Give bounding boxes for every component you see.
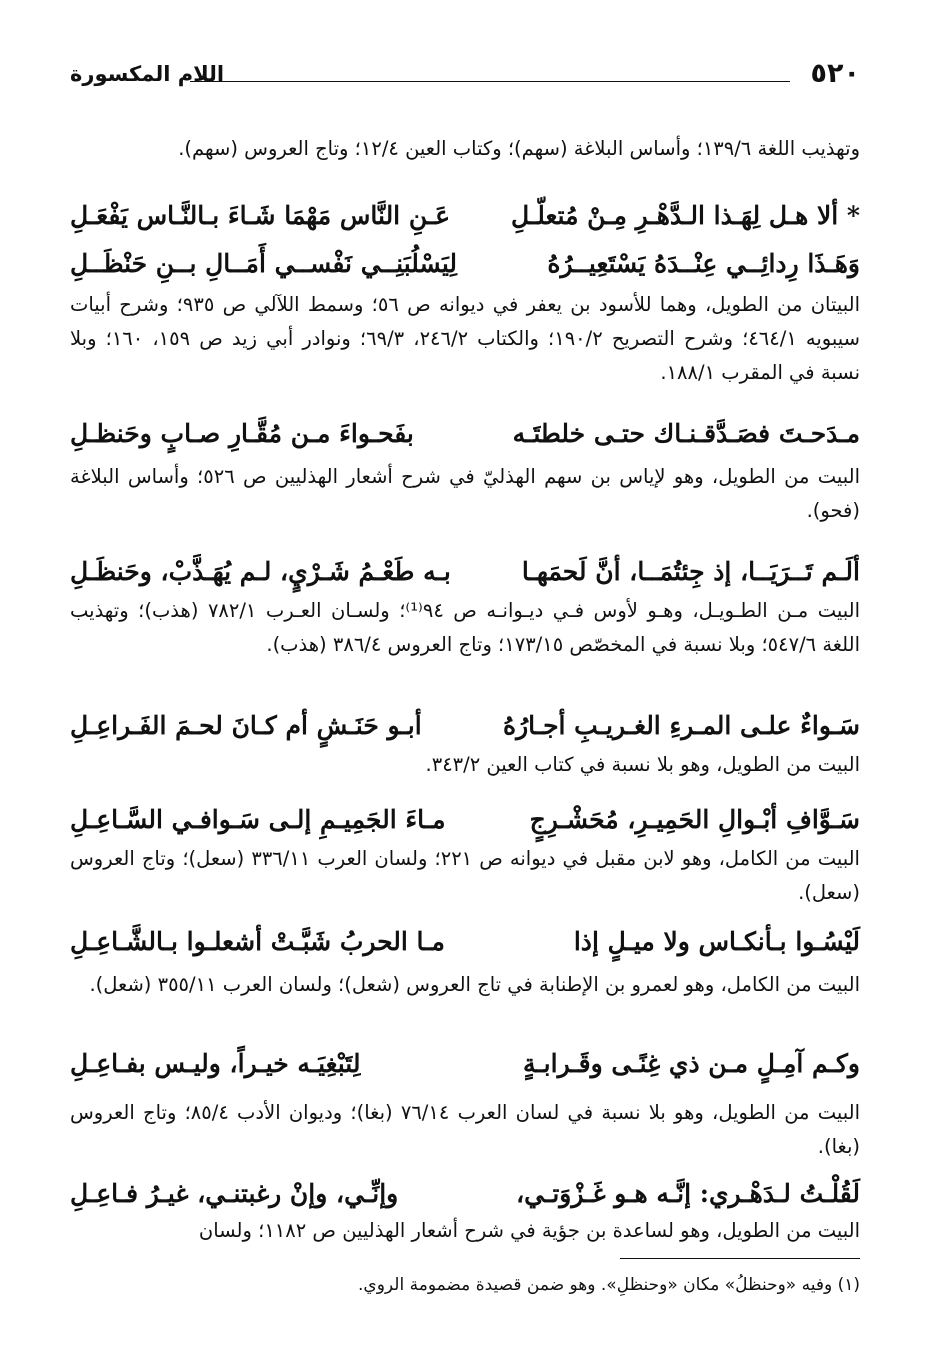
footnote: (١) وفيه «وحنظلُ» مكان «وحنظلِ». وهو ضمن قصيدة مضمومة الروي. (358, 1275, 860, 1295)
verse-second-hemistich: وإنِّـي، وإنْ رغبتنـي، غيـرُ فـاعِـلِ (70, 1179, 399, 1208)
verse-second-hemistich: بفَحـواءَ مـن مُقَّـارِ صـابٍ وحَنظـلِ (70, 419, 414, 448)
verse-line (70, 800, 860, 840)
verse-line (70, 922, 860, 962)
verse-second-hemistich: لِيَسْلُبَنِــي نَفْســي أَمَــالِ بــنِ حَنْظَــلِ (70, 249, 458, 278)
verse-line (70, 244, 860, 284)
verse-second-hemistich: مـا الحربُ شَبَّـتْ أشعلـوا بـالشَّـاعِـلِ (70, 927, 445, 956)
verse-line (70, 414, 860, 454)
commentary-paragraph: البيت من الطويل، وهو لإياس بن سهم الهذليّ في شرح أشعار الهذليين ص ٥٢٦؛ وأساس البلاغة (فحو). (70, 465, 861, 522)
verse-line (70, 552, 860, 592)
commentary-paragraph: وتهذيب اللغة ١٣٩/٦؛ وأساس البلاغة (سهم)؛ وكتاب العين ١٢/٤؛ وتاج العروس (سهم). (178, 137, 860, 160)
verse-first-hemistich: وَهَـذَا رِدائِــي عِنْــدَهُ يَسْتَعِيــرُهُ (547, 249, 860, 278)
page-number: ٥٢٠ (810, 58, 860, 89)
verse-line (70, 1174, 860, 1214)
commentary-paragraph: البيت من الكامل، وهو لابن مقبل في ديوانه ص ٢٢١؛ ولسان العرب ٣٣٦/١١ (سعل)؛ وتاج العروس (سعل). (70, 847, 860, 904)
verse-second-hemistich: لِتَبْغِيَـه خيـراً، وليـس بفـاعِـلِ (70, 1049, 361, 1078)
verse-second-hemistich: أبـو حَنَـشٍ أم كـانَ لحـمَ الفَـراعِـلِ (70, 711, 422, 740)
page-header (70, 58, 860, 98)
book-page (70, 0, 860, 1358)
commentary-paragraph: البيت من الطويل، وهو لساعدة بن جؤية في شرح أشعار الهذليين ص ١١٨٢؛ ولسان (198, 1219, 860, 1242)
verse-first-hemistich: لَقُلْـتُ لـدَهْـري: إنَّـه هـو غَـزْوَتـي، (516, 1179, 860, 1208)
verse-first-hemistich: ألَـم تَــرَيَــا، إذ جِئتُمَــا، أنَّ لَحمَهـا (521, 557, 860, 586)
verse-first-hemistich: سَـوَّافِ أبْـوالِ الحَمِيـرِ، مُحَشْـرِجٍ (529, 805, 860, 834)
verse-line (70, 196, 860, 236)
section-title: اللام المكسورة (70, 62, 225, 86)
verse-second-hemistich: مـاءَ الجَمِيـمِ إلـى سَـوافـي السَّـاعِـلِ (70, 805, 446, 834)
header-rule (190, 81, 790, 82)
verse-first-hemistich: * ألا هـل لِهَـذا الـدَّهْـرِ مِـنْ مُتعلّـلِ (510, 201, 860, 230)
verse-first-hemistich: مـدَحـتَ فصَـدَّقـنـاك حتـى خلطتَـه (512, 419, 860, 448)
footnote-rule (620, 1258, 860, 1259)
commentary-paragraph: البيت من الكامل، وهو لعمرو بن الإطنابة في تاج العروس (شعل)؛ ولسان العرب ٣٥٥/١١ (شعل). (89, 973, 860, 996)
verse-first-hemistich: وكـم آمِـلٍ مـن ذي غِنًـى وقَـرابـةٍ (522, 1049, 860, 1078)
commentary-paragraph: البيتان من الطويل، وهما للأسود بن يعفر في ديوانه ص ٥٦؛ وسمط اللآلي ص ٩٣٥؛ وشرح أبيات سيبويه ٤٦٤/١؛ وشرح التصريح ١٩٠/٢؛ والكتاب ٢٤٦/٢، ٦٩/٣؛ ونوادر أبي زيد ص ١٥٩، ١٦٠؛ وبلا نسبة في المقرب ١٨٨/١. (70, 293, 860, 384)
verse-line (70, 706, 860, 746)
verse-line (70, 1044, 860, 1084)
verse-second-hemistich: بـه طَعْـمُ شَـرْيٍ، لـم يُهَـذَّبْ، وحَنظَـلِ (70, 557, 451, 586)
commentary-paragraph: البيت مـن الطـويـل، وهـو لأوس فـي ديـوانـه ص ٩٤⁽¹⁾؛ ولسـان العـرب ٧٨٢/١ (هذب)؛ وتهذيب اللغة ٥٤٧/٦؛ وبلا نسبة في المخصّص ١٧٣/١٥؛ وتاج العروس ٣٨٦/٤ (هذب). (70, 599, 860, 656)
commentary-paragraph: البيت من الطويل، وهو بلا نسبة في كتاب العين ٣٤٣/٢. (425, 753, 860, 776)
verse-second-hemistich: عَـنِ النَّاس مَهْمَا شَـاءَ بـالنَّـاس يَفْعَـلِ (70, 201, 451, 230)
verse-first-hemistich: سَـواءٌ علـى المـرءِ الغـريـبِ أجـارُهُ (502, 711, 860, 740)
verse-first-hemistich: لَيْسُـوا بـأنكـاس ولا ميـلٍ إذا (573, 927, 860, 956)
commentary-paragraph: البيت من الطويل، وهو بلا نسبة في لسان العرب ٧٦/١٤ (بغا)؛ وديوان الأدب ٨٥/٤؛ وتاج العروس (بغا). (70, 1101, 860, 1158)
